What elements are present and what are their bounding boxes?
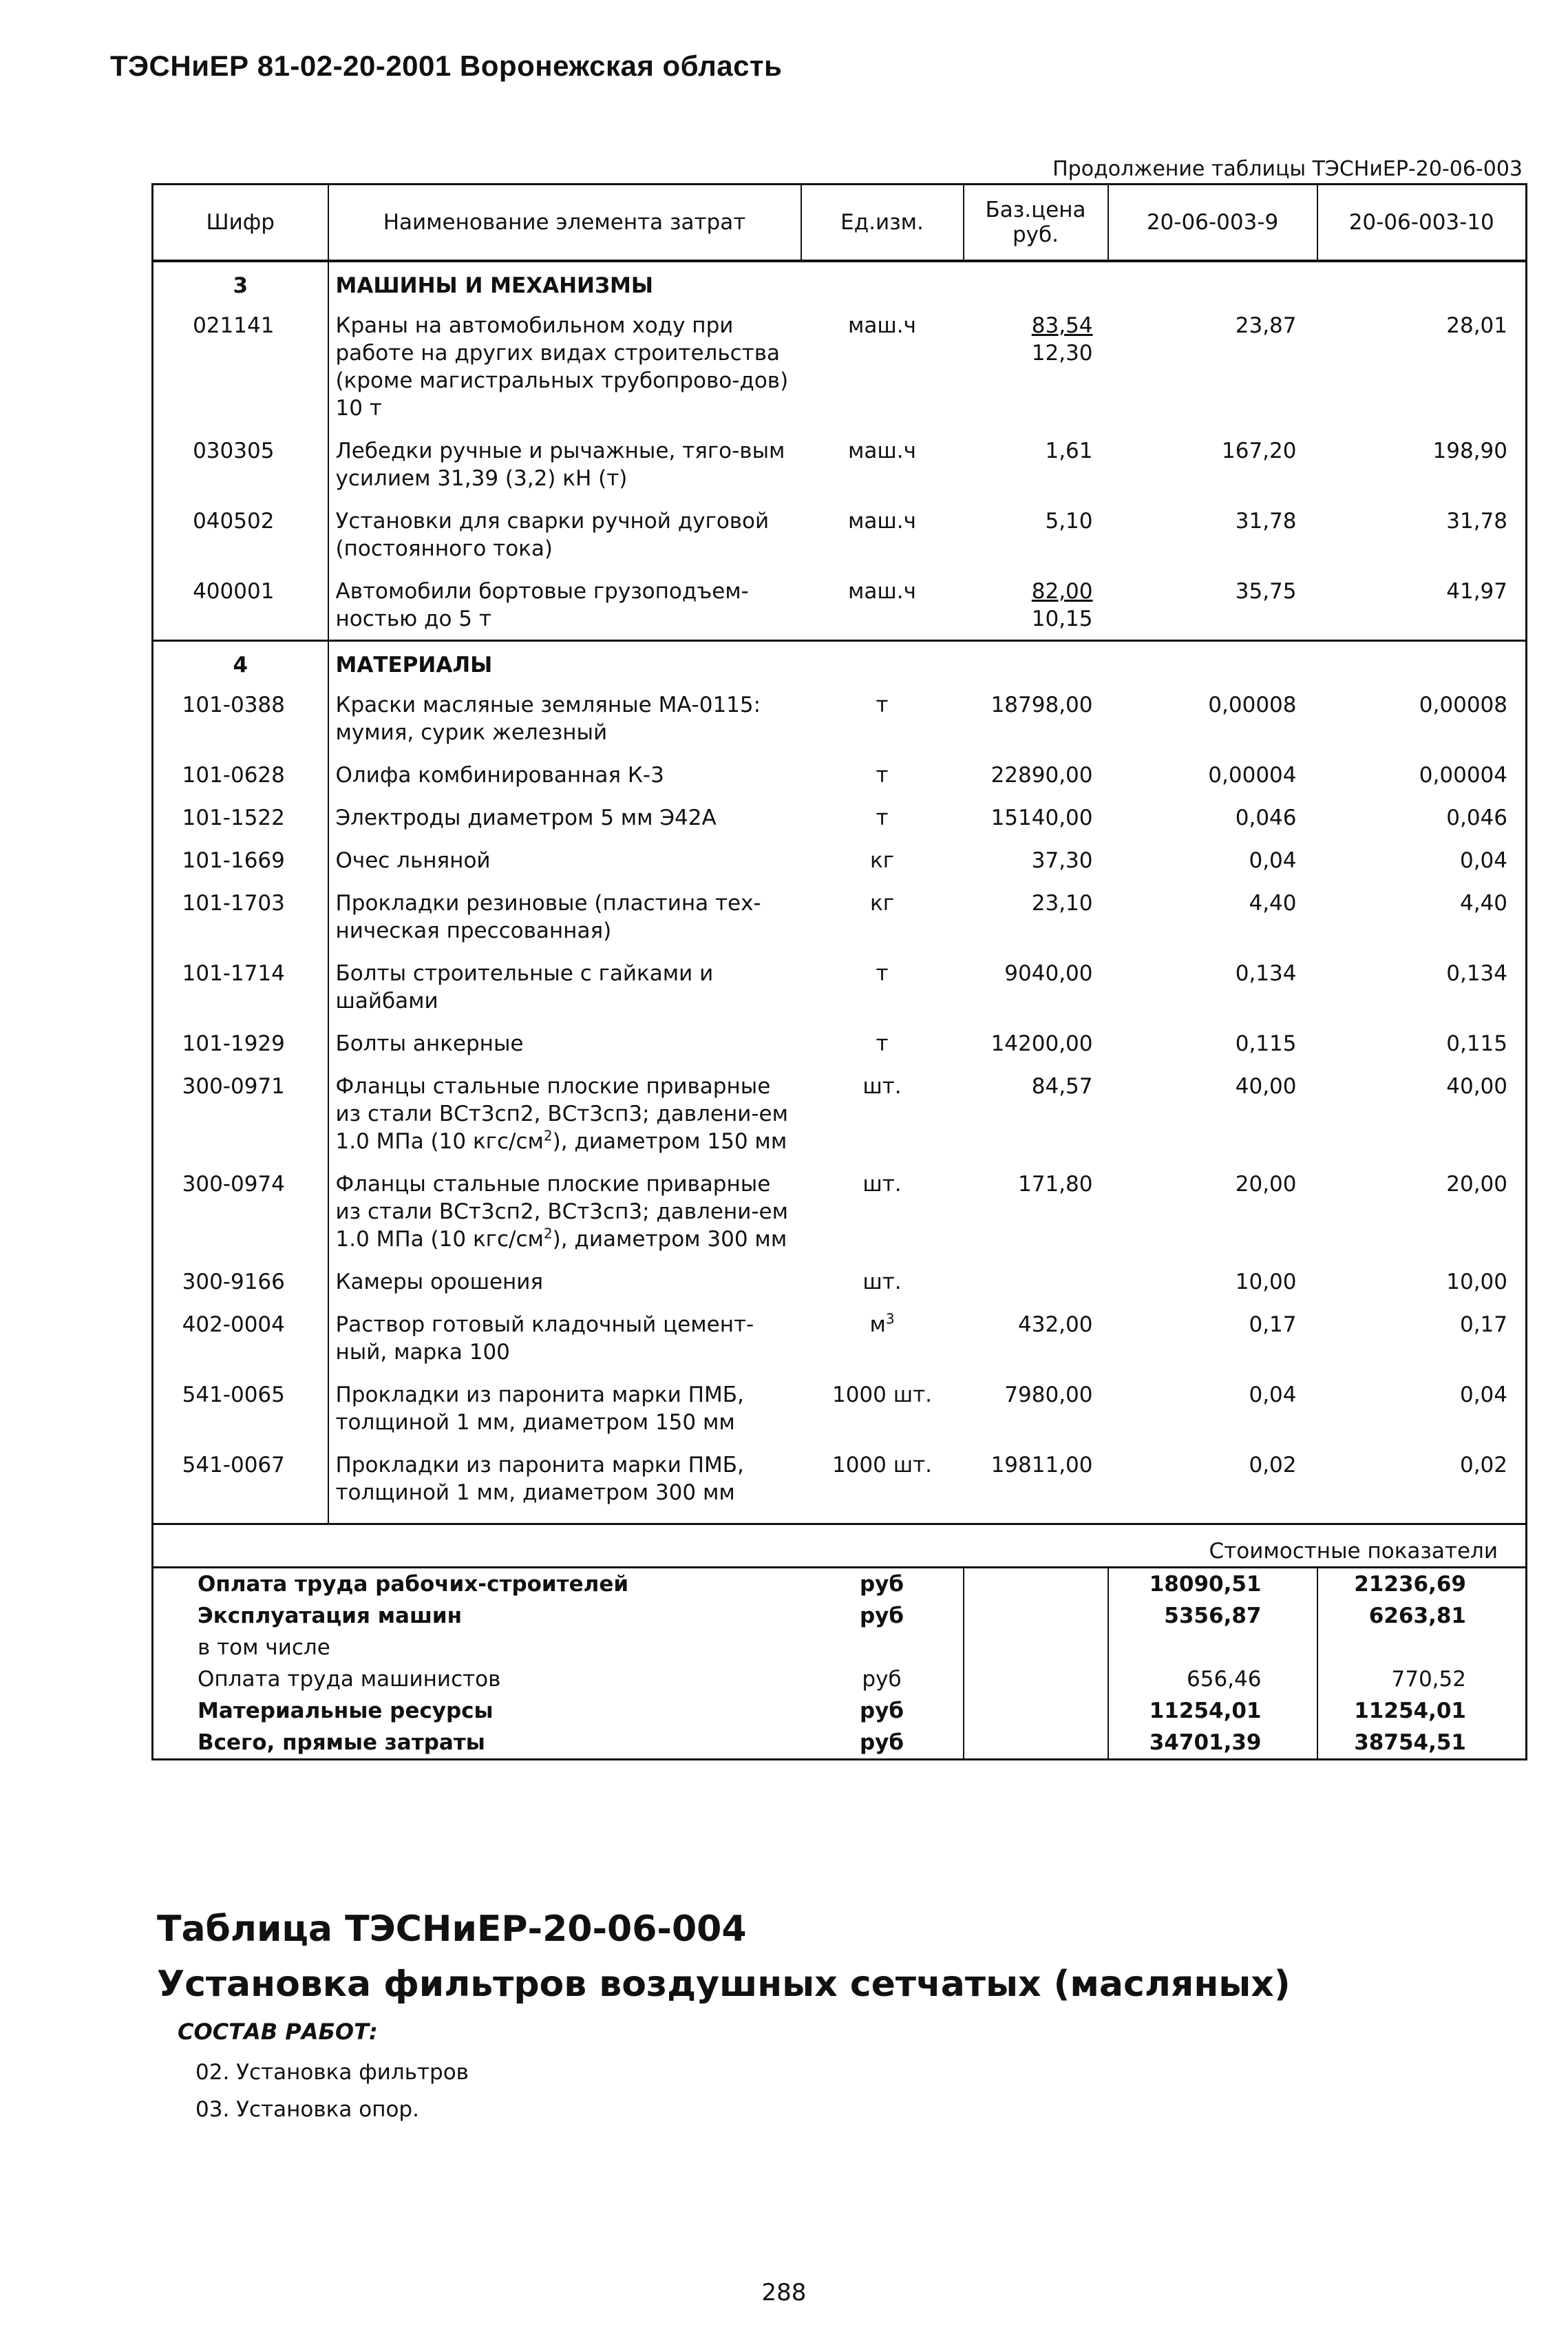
summary-unit bbox=[801, 1632, 964, 1663]
summary-row bbox=[153, 1663, 1527, 1695]
summary-label: Оплата труда рабочих-строителей bbox=[198, 1572, 629, 1597]
table-row bbox=[153, 569, 1527, 641]
summary-label: Материальные ресурсы bbox=[198, 1699, 494, 1723]
row-name-superscript: 2 bbox=[543, 1127, 553, 1144]
column-header-20-06-003-9: 20-06-003-9 bbox=[1108, 185, 1317, 262]
row-value-2: 0,04 bbox=[1459, 1382, 1507, 1407]
row-price: 19811,00 bbox=[990, 1453, 1093, 1478]
row-price: 171,80 bbox=[1018, 1172, 1093, 1197]
summary-unit: руб bbox=[801, 1695, 964, 1727]
row-value-1: 23,87 bbox=[1235, 313, 1297, 338]
row-unit: шт. bbox=[862, 1074, 902, 1099]
row-unit: т bbox=[876, 763, 889, 788]
row-name-part: Фланцы стальные плоские приварные из стали ВСт3сп2, ВСт3сп3; давлени-ем 1.0 МПа (10 кгс/см bbox=[335, 1172, 789, 1252]
row-code: 101-1669 bbox=[153, 839, 328, 881]
summary-row bbox=[153, 1632, 1527, 1663]
work-item: 02. Установка фильтров bbox=[195, 2060, 469, 2085]
row-name-part: ), диаметром 300 мм bbox=[552, 1227, 787, 1252]
row-price: 22890,00 bbox=[990, 763, 1093, 788]
row-value-1: 0,046 bbox=[1235, 806, 1297, 830]
next-table-subtitle: Установка фильтров воздушных сетчатых (масляных) bbox=[157, 1964, 1291, 2005]
row-price: 432,00 bbox=[1018, 1312, 1093, 1337]
row-name: Очес льняной bbox=[335, 848, 491, 873]
summary-label: в том числе bbox=[198, 1635, 330, 1660]
row-value-2: 40,00 bbox=[1446, 1074, 1507, 1099]
summary-value-1: 18090,51 bbox=[1108, 1568, 1317, 1601]
row-name: Камеры орошения bbox=[335, 1270, 544, 1294]
row-value-2: 0,00008 bbox=[1419, 693, 1507, 717]
spacer-cell bbox=[153, 1513, 328, 1524]
row-unit: маш.ч bbox=[848, 439, 916, 463]
section-title: МАШИНЫ И МЕХАНИЗМЫ bbox=[335, 273, 653, 298]
summary-row bbox=[153, 1695, 1527, 1727]
row-value-2: 0,00004 bbox=[1419, 763, 1507, 788]
row-value-1: 10,00 bbox=[1235, 1270, 1297, 1294]
table-row bbox=[153, 1162, 1527, 1260]
row-code: 541-0067 bbox=[153, 1443, 328, 1513]
table-row bbox=[153, 683, 1527, 753]
row-name: Прокладки резиновые (пластина тех-ническая прессованная) bbox=[335, 891, 761, 943]
row-price bbox=[964, 569, 1108, 641]
row-price-main: 82,00 bbox=[1031, 579, 1093, 604]
table-row bbox=[153, 1373, 1527, 1443]
row-value-1: 0,00008 bbox=[1208, 693, 1297, 717]
row-unit: шт. bbox=[862, 1172, 902, 1197]
row-price: 23,10 bbox=[1031, 891, 1093, 916]
table-spacer bbox=[153, 1513, 1527, 1524]
summary-value-2: 6263,81 bbox=[1368, 1603, 1466, 1628]
row-price: 14200,00 bbox=[990, 1031, 1093, 1056]
row-price: 18798,00 bbox=[990, 693, 1093, 717]
summary-value-1: 11254,01 bbox=[1108, 1695, 1317, 1727]
row-name: Краны на автомобильном ходу при работе на других видах строительства (кроме магистральных трубопрово-дов) 10 т bbox=[335, 313, 789, 421]
summary-value-2: 11254,01 bbox=[1354, 1699, 1466, 1723]
summary-gap bbox=[964, 1727, 1108, 1760]
row-code: 101-0628 bbox=[153, 753, 328, 796]
table-row bbox=[153, 796, 1527, 839]
row-name: Краски масляные земляные МА-0115: мумия, сурик железный bbox=[335, 693, 761, 745]
row-code: 101-1703 bbox=[153, 881, 328, 951]
column-header-code: Шифр bbox=[153, 185, 328, 262]
summary-value-2 bbox=[1317, 1632, 1527, 1663]
summary-gap bbox=[964, 1695, 1108, 1727]
row-code: 101-0388 bbox=[153, 683, 328, 753]
table-row bbox=[153, 304, 1527, 429]
row-code: 541-0065 bbox=[153, 1373, 328, 1443]
row-name: Установки для сварки ручной дуговой (постоянного тока) bbox=[335, 509, 770, 561]
row-name: Раствор готовый кладочный цемент-ный, марка 100 bbox=[335, 1312, 754, 1365]
row-price-secondary: 10,15 bbox=[1031, 607, 1093, 631]
page-number: 288 bbox=[761, 2279, 807, 2306]
row-value-1: 0,00004 bbox=[1208, 763, 1297, 788]
summary-gap bbox=[964, 1568, 1108, 1601]
work-item: 03. Установка опор. bbox=[195, 2097, 419, 2122]
summary-row bbox=[153, 1727, 1527, 1760]
section-number: 4 bbox=[153, 641, 328, 684]
column-header-price bbox=[964, 185, 1108, 262]
row-price: 5,10 bbox=[1045, 509, 1093, 534]
summary-value-1: 34701,39 bbox=[1108, 1727, 1317, 1760]
row-code: 101-1522 bbox=[153, 796, 328, 839]
row-price bbox=[964, 304, 1108, 429]
row-code: 402-0004 bbox=[153, 1303, 328, 1373]
table-row bbox=[153, 1303, 1527, 1373]
row-value-1: 0,02 bbox=[1249, 1453, 1297, 1478]
row-unit: 1000 шт. bbox=[831, 1453, 933, 1478]
row-unit-superscript: 3 bbox=[885, 1310, 895, 1327]
row-price-secondary: 12,30 bbox=[1031, 341, 1093, 366]
row-code: 040502 bbox=[153, 499, 328, 569]
row-unit: кг bbox=[869, 848, 894, 873]
row-name: Болты строительные с гайками и шайбами bbox=[335, 961, 714, 1013]
table-row bbox=[153, 1064, 1527, 1162]
summary-value-1: 656,46 bbox=[1108, 1663, 1317, 1695]
row-name: Прокладки из паронита марки ПМБ, толщиной 1 мм, диаметром 300 мм bbox=[335, 1453, 744, 1505]
row-value-2: 31,78 bbox=[1446, 509, 1507, 534]
row-code: 101-1714 bbox=[153, 951, 328, 1022]
summary-label: Всего, прямые затраты bbox=[198, 1730, 485, 1755]
spacer-cell bbox=[328, 1513, 1527, 1524]
cost-header: Стоимостные показатели bbox=[153, 1524, 1527, 1568]
price-header-text: Баз.цена руб. bbox=[985, 198, 1086, 247]
row-name bbox=[328, 1064, 801, 1162]
composition-title: СОСТАВ РАБОТ: bbox=[178, 2019, 378, 2045]
summary-label: Эксплуатация машин bbox=[198, 1603, 463, 1628]
row-unit: т bbox=[876, 693, 889, 717]
row-value-1: 0,134 bbox=[1235, 961, 1297, 986]
row-unit: кг bbox=[869, 891, 894, 916]
row-unit: шт. bbox=[862, 1270, 902, 1294]
row-name: Олифа комбинированная К-3 bbox=[335, 763, 664, 788]
table-row bbox=[153, 1260, 1527, 1303]
section-number: 3 bbox=[153, 261, 328, 304]
row-price: 84,57 bbox=[1031, 1074, 1093, 1099]
row-code: 030305 bbox=[153, 429, 328, 499]
summary-gap bbox=[964, 1600, 1108, 1632]
row-value-2: 198,90 bbox=[1432, 439, 1507, 463]
summary-label: Оплата труда машинистов bbox=[198, 1667, 501, 1692]
row-price: 15140,00 bbox=[990, 806, 1093, 830]
row-unit: т bbox=[876, 806, 889, 830]
table-row bbox=[153, 881, 1527, 951]
row-name-part: Фланцы стальные плоские приварные из стали ВСт3сп2, ВСт3сп3; давлени-ем 1.0 МПа (10 кгс/см bbox=[335, 1074, 789, 1154]
row-value-2: 0,17 bbox=[1459, 1312, 1507, 1337]
row-name: Лебедки ручные и рычажные, тяго-вым усилием 31,39 (3,2) кН (т) bbox=[335, 439, 785, 491]
row-unit bbox=[801, 1303, 964, 1373]
row-price: 9040,00 bbox=[1004, 961, 1093, 986]
row-value-2: 0,02 bbox=[1459, 1453, 1507, 1478]
row-name bbox=[328, 1162, 801, 1260]
column-header-unit: Ед.изм. bbox=[801, 185, 964, 262]
summary-unit: руб bbox=[801, 1727, 964, 1760]
row-value-2: 4,40 bbox=[1459, 891, 1507, 916]
table-row bbox=[153, 951, 1527, 1022]
column-header-name: Наименование элемента затрат bbox=[328, 185, 801, 262]
row-price: 37,30 bbox=[1031, 848, 1093, 873]
row-name: Болты анкерные bbox=[335, 1031, 524, 1056]
row-name: Электроды диаметром 5 мм Э42А bbox=[335, 806, 717, 830]
table-row bbox=[153, 753, 1527, 796]
row-code: 300-9166 bbox=[153, 1260, 328, 1303]
row-code: 101-1929 bbox=[153, 1022, 328, 1064]
row-unit: 1000 шт. bbox=[831, 1382, 933, 1407]
table-row bbox=[153, 429, 1527, 499]
section-header bbox=[153, 261, 1527, 304]
row-value-2: 0,134 bbox=[1446, 961, 1507, 986]
cost-header-row bbox=[153, 1524, 1527, 1568]
summary-row bbox=[153, 1568, 1527, 1601]
row-code: 300-0974 bbox=[153, 1162, 328, 1260]
row-unit: маш.ч bbox=[848, 509, 916, 534]
row-value-1: 0,04 bbox=[1249, 1382, 1297, 1407]
summary-unit: руб bbox=[801, 1600, 964, 1632]
continuation-label: Продолжение таблицы ТЭСНиЕР-20-06-003 bbox=[1052, 157, 1523, 181]
summary-value-1: 5356,87 bbox=[1108, 1600, 1317, 1632]
summary-unit: руб bbox=[801, 1568, 964, 1601]
row-price: 1,61 bbox=[1045, 439, 1093, 463]
row-value-1: 0,115 bbox=[1235, 1031, 1297, 1056]
row-unit: т bbox=[876, 1031, 889, 1056]
summary-value-2: 770,52 bbox=[1391, 1667, 1466, 1692]
row-value-2: 0,046 bbox=[1446, 806, 1507, 830]
row-name: Прокладки из паронита марки ПМБ, толщиной 1 мм, диаметром 150 мм bbox=[335, 1382, 744, 1435]
row-value-1: 35,75 bbox=[1235, 579, 1297, 604]
row-unit: маш.ч bbox=[848, 313, 916, 338]
row-unit-part: м bbox=[869, 1312, 886, 1337]
row-unit: маш.ч bbox=[848, 579, 916, 604]
row-price: 7980,00 bbox=[1004, 1382, 1093, 1407]
row-value-1: 0,04 bbox=[1249, 848, 1297, 873]
summary-value-2: 38754,51 bbox=[1354, 1730, 1466, 1755]
row-value-1: 31,78 bbox=[1235, 509, 1297, 534]
row-value-2: 41,97 bbox=[1446, 579, 1507, 604]
table-row bbox=[153, 1022, 1527, 1064]
summary-value-1 bbox=[1108, 1632, 1317, 1663]
row-value-1: 0,17 bbox=[1249, 1312, 1297, 1337]
summary-row bbox=[153, 1600, 1527, 1632]
table-row bbox=[153, 1443, 1527, 1513]
row-value-2: 0,115 bbox=[1446, 1031, 1507, 1056]
table-row bbox=[153, 499, 1527, 569]
table-header-row bbox=[153, 185, 1527, 262]
summary-value-2: 21236,69 bbox=[1354, 1572, 1466, 1597]
row-value-1: 40,00 bbox=[1235, 1074, 1297, 1099]
summary-unit: руб bbox=[801, 1663, 964, 1695]
row-value-2: 0,04 bbox=[1459, 848, 1507, 873]
row-price bbox=[964, 1260, 1108, 1303]
section-title: МАТЕРИАЛЫ bbox=[328, 641, 1527, 684]
summary-gap bbox=[964, 1663, 1108, 1695]
row-name: Автомобили бортовые грузоподъем-ностью до 5 т bbox=[335, 579, 749, 631]
section-header bbox=[153, 641, 1527, 684]
row-value-2: 10,00 bbox=[1446, 1270, 1507, 1294]
row-value-2: 20,00 bbox=[1446, 1172, 1507, 1197]
row-code: 021141 bbox=[153, 304, 328, 429]
row-unit: т bbox=[876, 961, 889, 986]
row-code: 400001 bbox=[153, 569, 328, 641]
column-header-20-06-003-10: 20-06-003-10 bbox=[1317, 185, 1527, 262]
row-value-1: 20,00 bbox=[1235, 1172, 1297, 1197]
row-price-main: 83,54 bbox=[1031, 313, 1093, 338]
resources-table bbox=[151, 183, 1527, 1760]
row-value-1: 4,40 bbox=[1249, 891, 1297, 916]
next-table-title: Таблица ТЭСНиЕР-20-06-004 bbox=[157, 1908, 747, 1950]
row-value-2: 28,01 bbox=[1446, 313, 1507, 338]
table-row bbox=[153, 839, 1527, 881]
row-value-1: 167,20 bbox=[1222, 439, 1297, 463]
page-header: ТЭСНиЕР 81-02-20-2001 Воронежская область bbox=[110, 50, 783, 82]
row-name-superscript: 2 bbox=[543, 1225, 553, 1242]
row-code: 300-0971 bbox=[153, 1064, 328, 1162]
row-name-part: ), диаметром 150 мм bbox=[552, 1129, 787, 1154]
summary-gap bbox=[964, 1632, 1108, 1663]
